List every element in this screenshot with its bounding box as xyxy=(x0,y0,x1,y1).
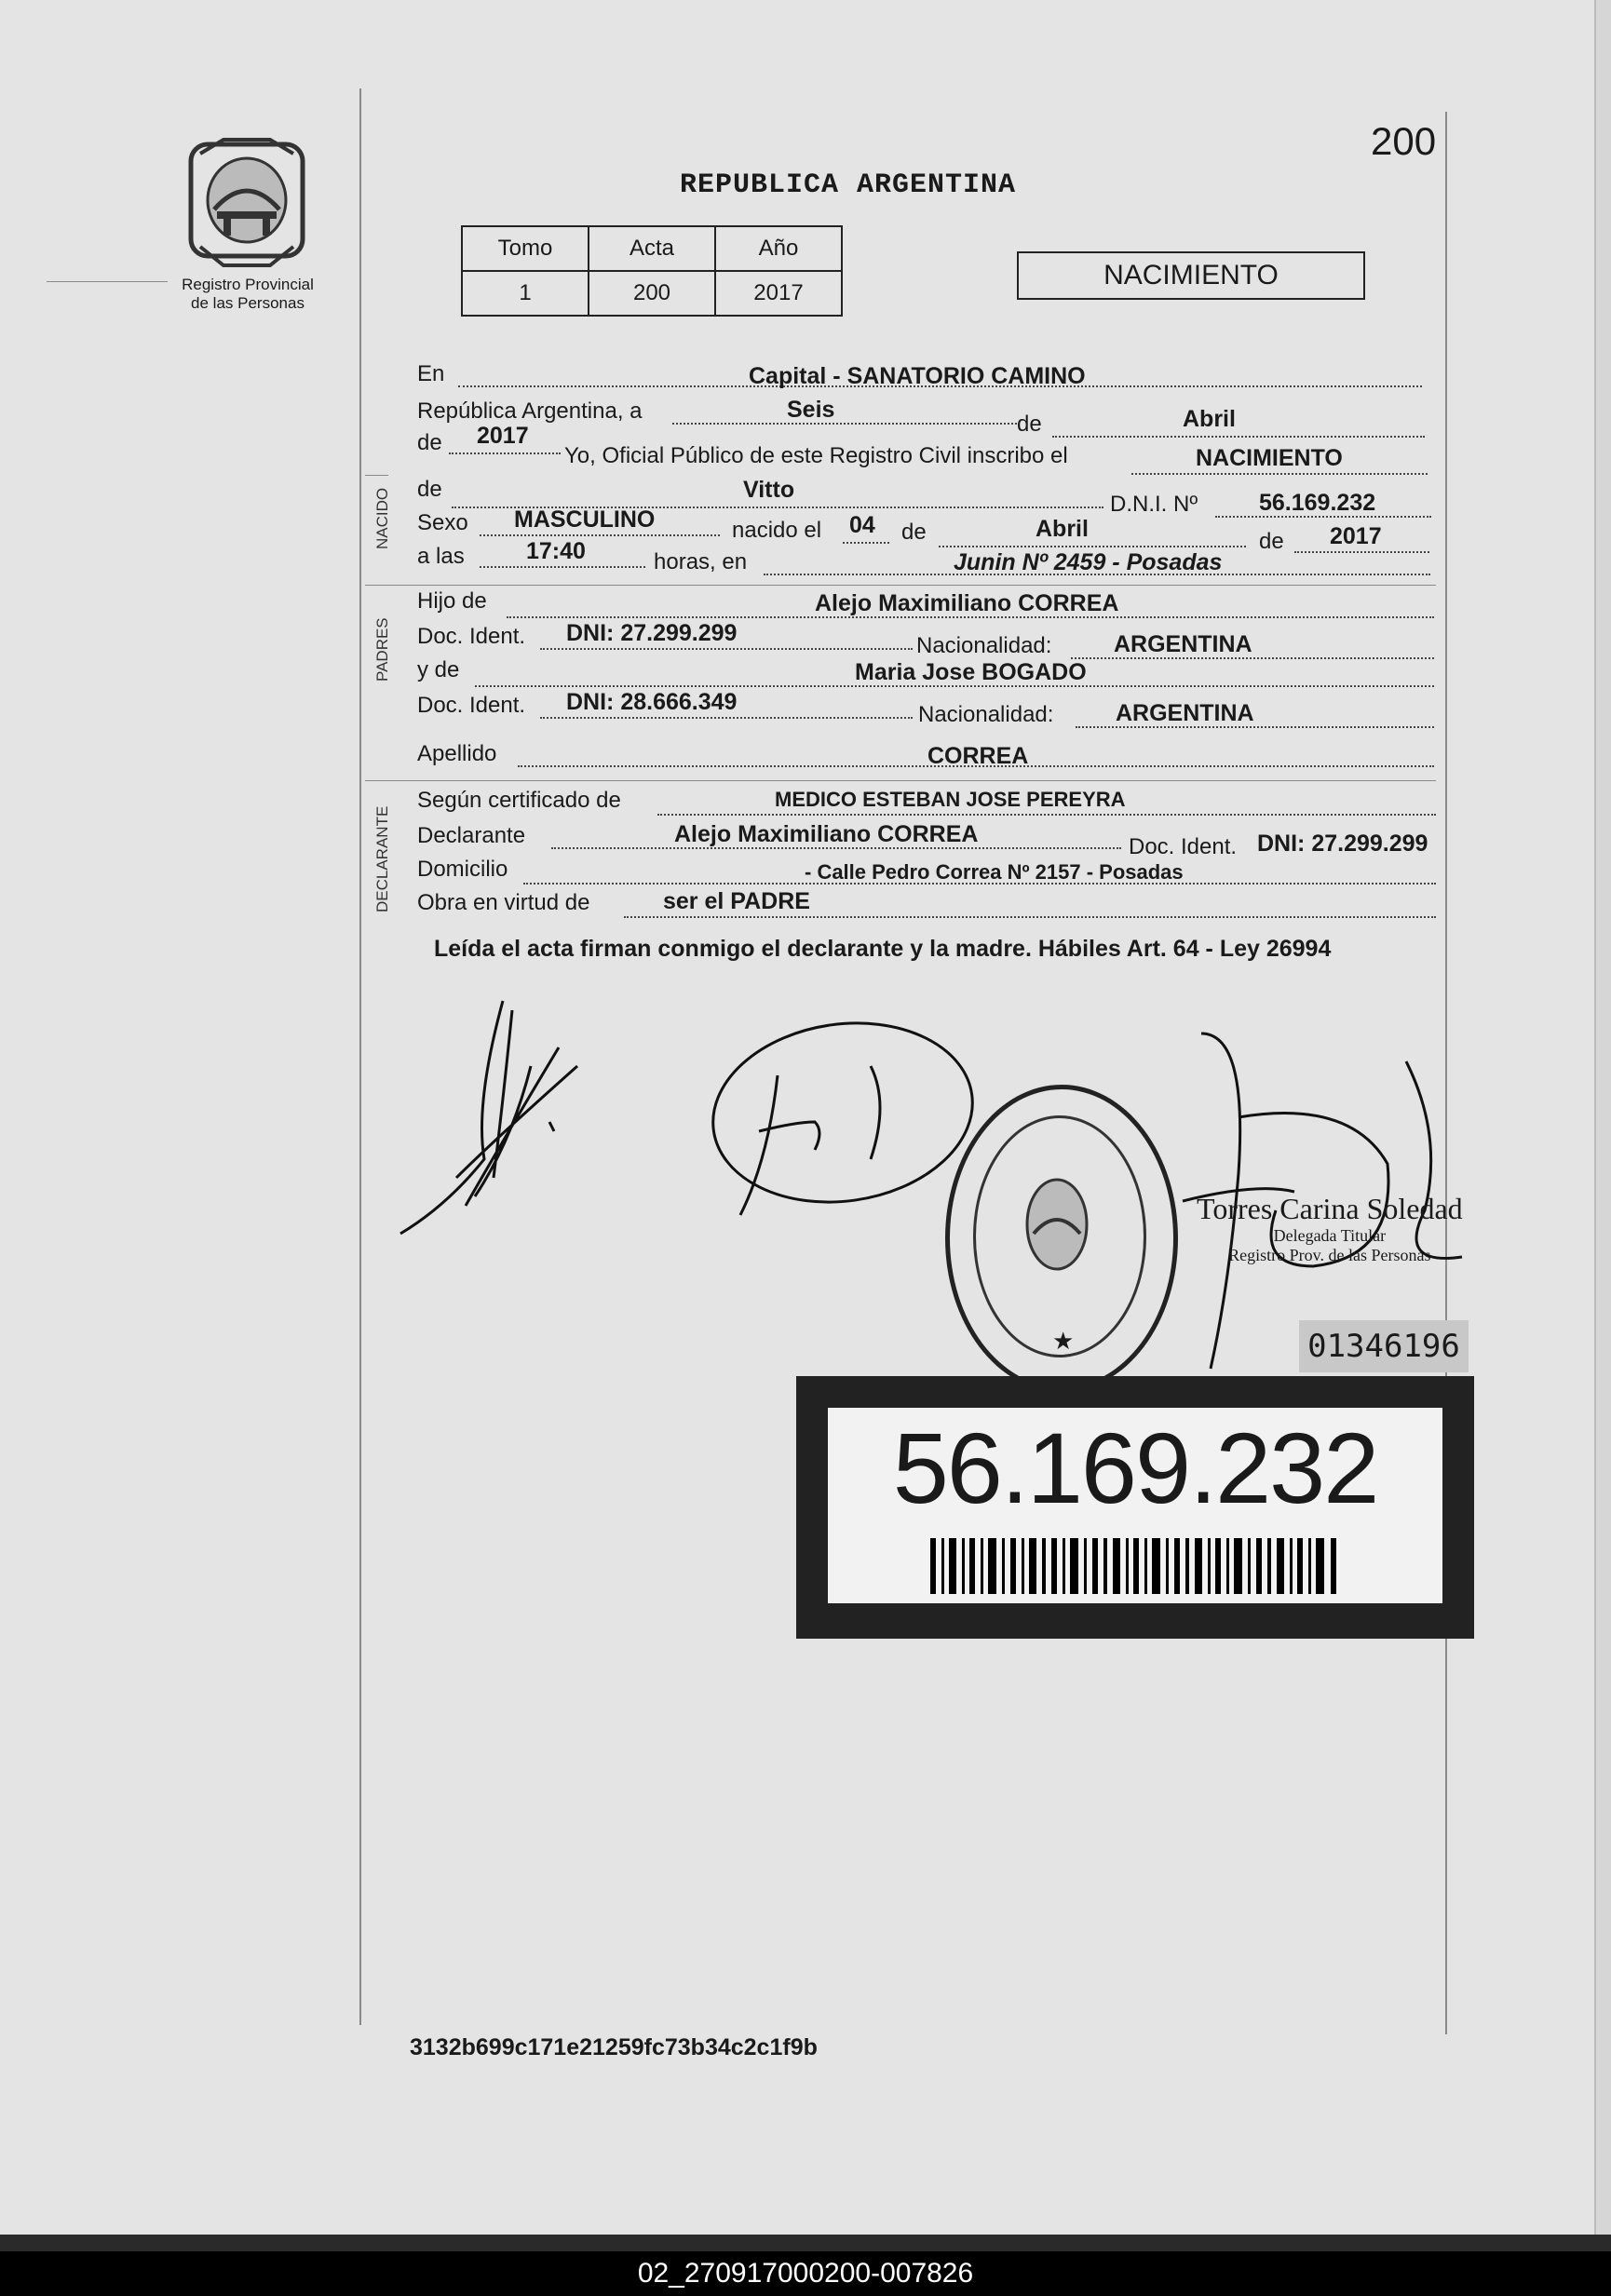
label-de3: de xyxy=(1259,529,1284,554)
separator-3 xyxy=(365,780,1436,781)
label-apellido: Apellido xyxy=(417,741,497,766)
value-sexo: MASCULINO xyxy=(514,506,656,533)
header-anio: Año xyxy=(715,226,842,271)
value-declarante-dni: DNI: 27.299.299 xyxy=(1257,831,1428,857)
label-en: En xyxy=(417,361,445,386)
label-sexo: Sexo xyxy=(417,510,468,535)
header-tomo: Tomo xyxy=(462,226,589,271)
label-a-las: a las xyxy=(417,544,465,569)
label-domicilio: Domicilio xyxy=(417,857,508,882)
label-horas-en: horas, en xyxy=(654,549,748,574)
label-dni: D.N.I. Nº xyxy=(1110,492,1198,517)
dots-tipo xyxy=(1131,473,1428,475)
dots-sexo xyxy=(480,534,720,536)
value-certificado: MEDICO ESTEBAN JOSE PEREYRA xyxy=(775,788,1126,811)
value-anio: 2017 xyxy=(477,423,529,449)
value-padre: Alejo Maximiliano CORREA xyxy=(815,590,1119,616)
dots-nac-mes xyxy=(939,546,1246,547)
value-acta: 200 xyxy=(589,271,715,316)
officer-office: Registro Prov. de las Personas xyxy=(1228,1246,1431,1264)
dots-hora xyxy=(480,566,645,568)
dots-dia xyxy=(672,423,1017,425)
dots-nac-anio xyxy=(1294,551,1429,553)
value-nac-mes: Abril xyxy=(1036,516,1089,542)
left-margin-line xyxy=(359,88,361,2025)
value-nac-anio: 2017 xyxy=(1330,523,1382,549)
label-y-de: y de xyxy=(417,657,460,682)
barcode-icon xyxy=(930,1538,1340,1594)
dots-madre-dni xyxy=(540,717,913,719)
coat-of-arms-icon xyxy=(182,135,312,275)
logo-caption-line1: Registro Provincial xyxy=(182,276,314,293)
value-lugar-nac: Junin Nº 2459 - Posadas xyxy=(954,549,1223,575)
dots-mes xyxy=(1052,436,1425,438)
page-edge xyxy=(1594,0,1611,2235)
label-doc-ident: Doc. Ident. xyxy=(417,624,526,649)
label-doc-ident2: Doc. Ident. xyxy=(417,693,526,718)
label-declarante: Declarante xyxy=(417,823,526,848)
page-number: 200 xyxy=(1371,119,1437,163)
dots-obra xyxy=(624,916,1436,918)
logo-caption xyxy=(164,276,332,313)
label-obra: Obra en virtud de xyxy=(417,890,590,915)
value-madre-nac: ARGENTINA xyxy=(1116,700,1254,726)
dni-sticker xyxy=(796,1376,1474,1639)
value-domicilio: - Calle Pedro Correa Nº 2157 - Posadas xyxy=(805,860,1184,884)
mother-signature xyxy=(703,1020,982,1234)
label-de: de xyxy=(1017,412,1042,437)
value-anio: 2017 xyxy=(715,271,842,316)
logo-caption-line2: de las Personas xyxy=(191,294,305,312)
value-dni: 56.169.232 xyxy=(1259,490,1376,516)
stamp-emblem-icon xyxy=(1020,1168,1094,1280)
value-lugar: Capital - SANATORIO CAMINO xyxy=(749,363,1086,389)
label-hijo-de: Hijo de xyxy=(417,588,487,614)
separator-2 xyxy=(365,585,1436,586)
value-padre-nac: ARGENTINA xyxy=(1114,631,1252,657)
dni-sticker-label xyxy=(828,1408,1442,1603)
label-de2: de xyxy=(901,520,927,545)
value-dia: Seis xyxy=(787,397,835,423)
file-id-bar: 02_270917000200-007826 xyxy=(0,2251,1611,2296)
value-nac-dia: 04 xyxy=(849,512,875,538)
value-mes: Abril xyxy=(1183,406,1236,432)
label-segun: Según certificado de xyxy=(417,788,621,813)
officer-name: Torres Carina Soledad xyxy=(1197,1192,1463,1225)
section-declarante: DECLARANTE xyxy=(373,805,391,912)
officer-signature-block xyxy=(1197,1192,1463,1265)
declarant-signature xyxy=(391,992,605,1243)
label-de-year: de xyxy=(417,430,442,455)
dots-padre-dni xyxy=(540,648,913,650)
stamp-star-icon: ★ xyxy=(1052,1327,1075,1355)
value-padre-dni: DNI: 27.299.299 xyxy=(566,620,738,646)
closing-note: Leída el acta firman conmigo el declarante y la madre. Hábiles Art. 64 - Ley 26994 xyxy=(434,936,1332,962)
label-nacionalidad2: Nacionalidad: xyxy=(918,702,1054,727)
section-padres: PADRES xyxy=(373,617,391,682)
value-apellido: CORREA xyxy=(927,743,1029,769)
value-tipo: NACIMIENTO xyxy=(1196,445,1343,471)
document-hash: 3132b699c171e21259fc73b34c2c1f9b xyxy=(410,2034,818,2060)
value-obra: ser el PADRE xyxy=(663,888,810,914)
label-doc-ident3: Doc. Ident. xyxy=(1129,834,1238,859)
label-republica: República Argentina, a xyxy=(417,398,643,424)
left-tick xyxy=(47,281,168,282)
officer-role: Delegada Titular xyxy=(1273,1226,1387,1245)
document-title: REPUBLICA ARGENTINA xyxy=(680,169,1017,201)
province-logo xyxy=(182,135,312,279)
separator-1 xyxy=(365,475,388,476)
label-de-name: de xyxy=(417,477,442,502)
value-madre: Maria Jose BOGADO xyxy=(855,659,1087,685)
label-yo-oficial: Yo, Oficial Público de este Registro Civil inscribo el xyxy=(564,443,1068,468)
label-nacionalidad: Nacionalidad: xyxy=(916,633,1052,658)
value-tomo: 1 xyxy=(462,271,589,316)
registry-table xyxy=(461,225,843,317)
record-type-box: NACIMIENTO xyxy=(1017,251,1365,300)
value-declarante: Alejo Maximiliano CORREA xyxy=(674,821,979,847)
value-hora: 17:40 xyxy=(526,538,586,564)
label-nacido-el: nacido el xyxy=(732,518,822,543)
value-nombre: Vitto xyxy=(743,477,795,503)
dots-nac-dia xyxy=(843,542,889,544)
header-acta: Acta xyxy=(589,226,715,271)
dots-year xyxy=(449,452,561,454)
section-nacido: NACIDO xyxy=(373,487,391,549)
dni-sticker-number: 56.169.232 xyxy=(892,1411,1378,1524)
serial-number: 01346196 xyxy=(1299,1320,1469,1372)
dots-certificado xyxy=(657,814,1436,816)
value-madre-dni: DNI: 28.666.349 xyxy=(566,689,738,715)
